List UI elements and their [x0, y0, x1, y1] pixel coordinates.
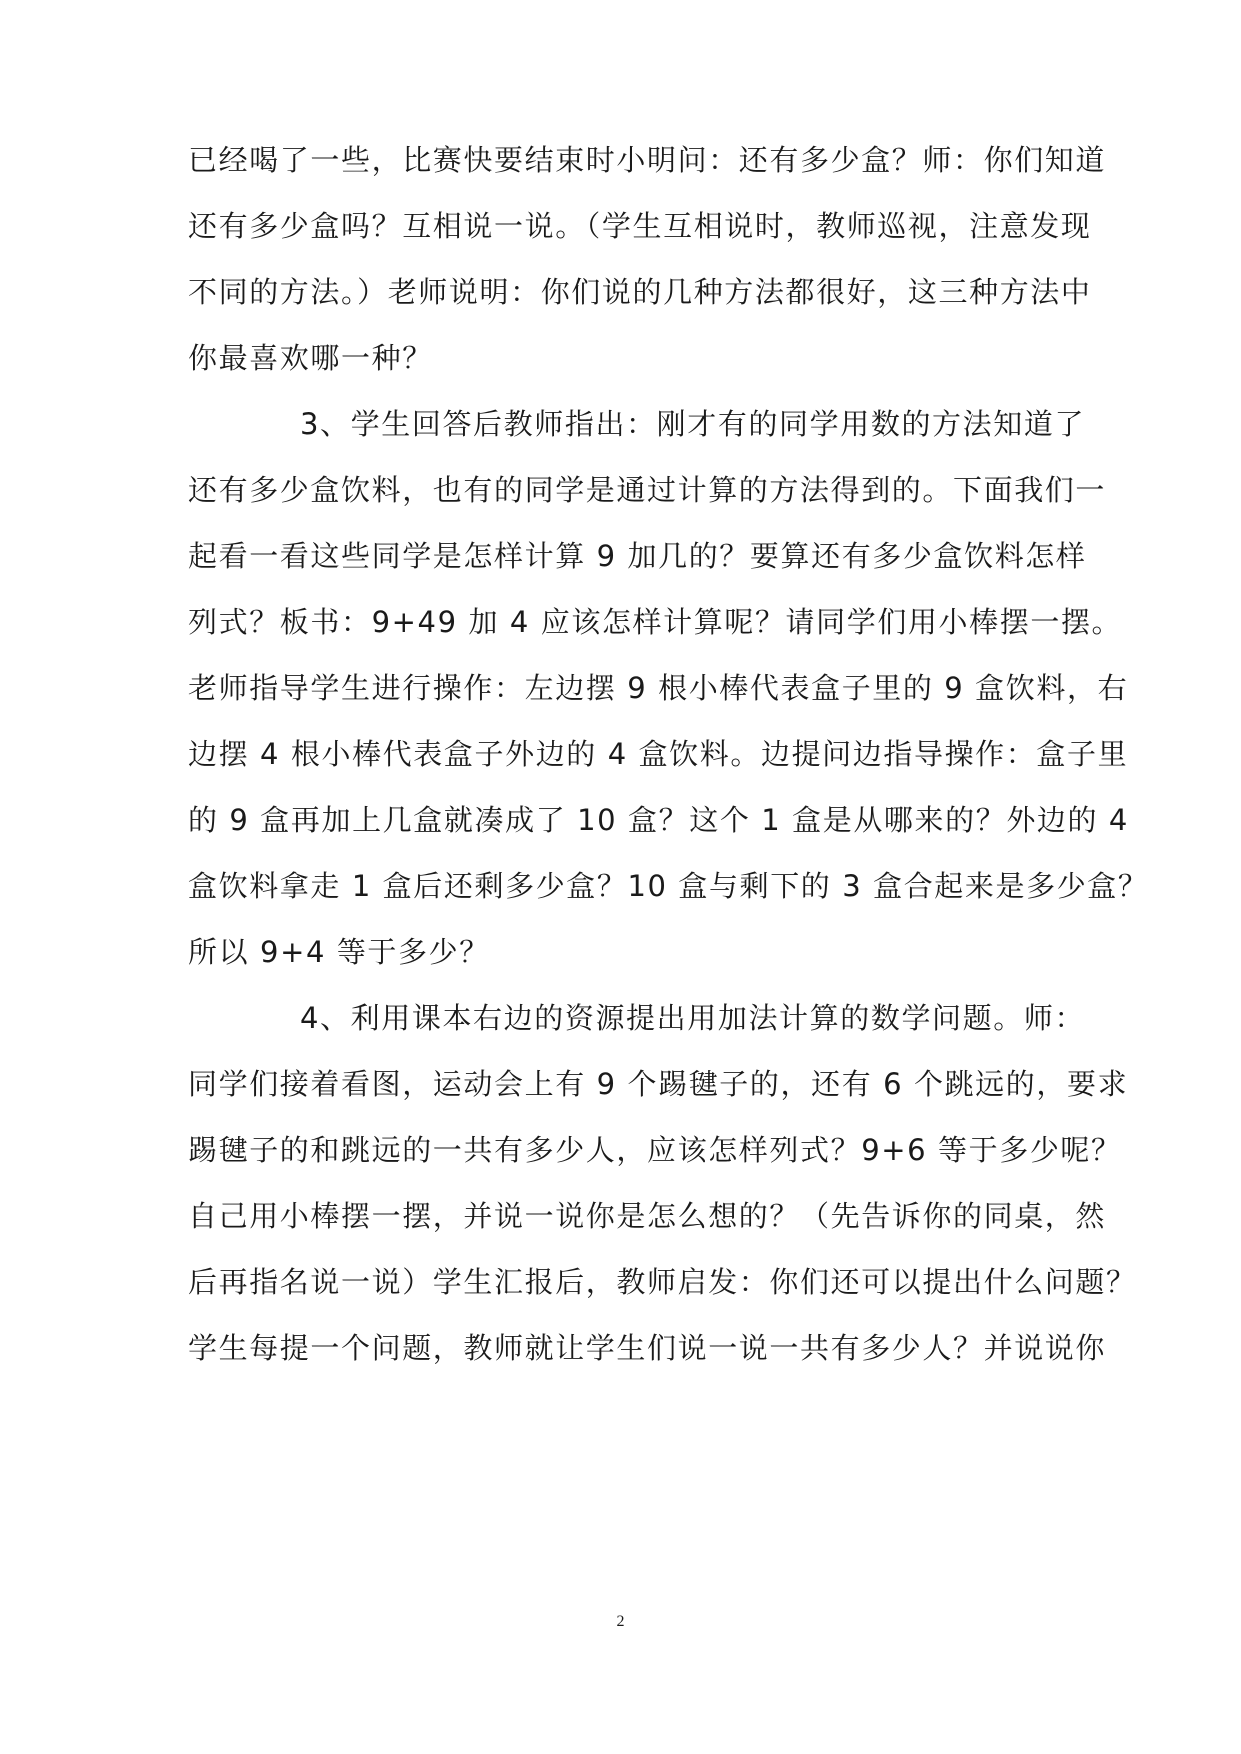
text-line: 踢毽子的和跳远的一共有多少人，应该怎样列式？9+6 等于多少呢？ [188, 1133, 1122, 1167]
text-line: 后再指名说一说）学生汇报后，教师启发：你们还可以提出什么问题？ [188, 1265, 1137, 1299]
text-line: 起看一看这些同学是怎样计算 9 加几的？要算还有多少盒饮料怎样 [188, 539, 1087, 573]
text-line: 列式？板书：9+49 加 4 应该怎样计算呢？请同学们用小棒摆一摆。 [188, 605, 1123, 639]
text-line: 还有多少盒吗？互相说一说。（学生互相说时，教师巡视，注意发现 [188, 209, 1092, 243]
text-line: 的 9 盒再加上几盒就凑成了 10 盒？这个 1 盒是从哪来的？外边的 4 [188, 803, 1129, 837]
text-line: 还有多少盒饮料，也有的同学是通过计算的方法得到的。下面我们一 [188, 473, 1107, 507]
paragraph-start-line: 4、利用课本右边的资源提出用加法计算的数学问题。师： [300, 1001, 1086, 1035]
text-line: 你最喜欢哪一种？ [188, 341, 433, 375]
text-line: 边摆 4 根小棒代表盒子外边的 4 盒饮料。边提问边指导操作：盒子里 [188, 737, 1129, 771]
text-line: 已经喝了一些，比赛快要结束时小明问：还有多少盒？师：你们知道 [188, 143, 1107, 177]
page-number: 2 [616, 1613, 625, 1630]
text-line: 学生每提一个问题，教师就让学生们说一说一共有多少人？并说说你 [188, 1331, 1107, 1365]
paragraph-start-line: 3、学生回答后教师指出：刚才有的同学用数的方法知道了 [300, 407, 1086, 441]
text-line: 老师指导学生进行操作：左边摆 9 根小棒代表盒子里的 9 盒饮料，右 [188, 671, 1129, 705]
text-line: 同学们接着看图，运动会上有 9 个踢毽子的，还有 6 个跳远的，要求 [188, 1067, 1129, 1101]
text-line: 自己用小棒摆一摆，并说一说你是怎么想的？（先告诉你的同桌，然 [188, 1199, 1107, 1233]
text-line: 不同的方法。）老师说明：你们说的几种方法都很好，这三种方法中 [188, 275, 1092, 309]
text-line: 所以 9+4 等于多少？ [188, 935, 490, 969]
text-line: 盒饮料拿走 1 盒后还剩多少盒？10 盒与剩下的 3 盒合起来是多少盒？ [188, 869, 1149, 903]
